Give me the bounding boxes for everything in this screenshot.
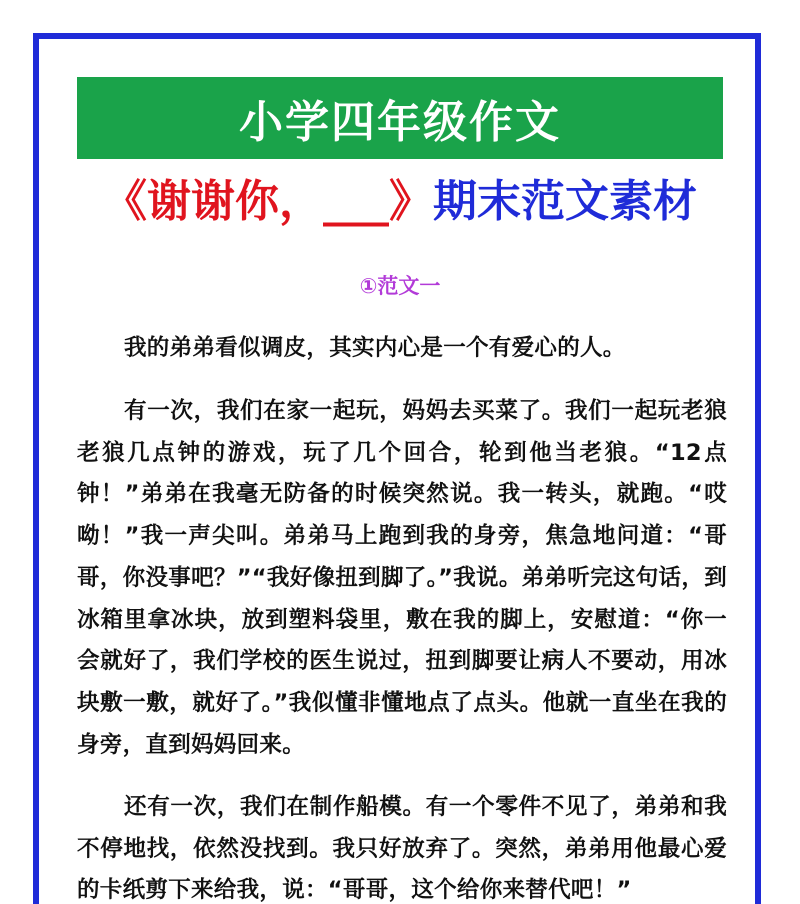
- paragraph-story-one: 有一次，我们在家一起玩，妈妈去买菜了。我们一起玩老狼老狼几点钟的游戏，玩了几个回合，轮到他当老狼。“12点钟！”弟弟在我毫无防备的时候突然说。我一转头，就跑。“哎呦！”我一声尖叫。弟弟马上跑到我的身旁，焦急地问道：“哥哥，你没事吧？”“我好像扭到脚了。”我说。弟弟听完这句话，到冰箱里拿冰块，放到塑料袋里，敷在我的脚上，安慰道：“你一会就好了，我们学校的医生说过，扭到脚要让病人不要动，用冰块敷一敷，就好了。”我似懂非懂地点了点头。他就一直坐在我的身旁，直到妈妈回来。: [77, 398, 727, 758]
- essay-subtitle: [60, 170, 740, 234]
- paragraph-story-two: 还有一次，我们在制作船模。有一个零件不见了，弟弟和我不停地找，依然没找到。我只好放弃了。突然，弟弟用他最心爱的卡纸剪下来给我，说：“哥哥，这个给你来替代吧！”: [77, 794, 727, 904]
- paragraph-intro: 我的弟弟看似调皮，其实内心是一个有爱心的人。: [124, 335, 626, 361]
- banner-title: 小学四年级作文: [239, 97, 561, 148]
- title-banner: [77, 77, 723, 159]
- subtitle-essay-name: 《谢谢你，___》: [103, 176, 433, 227]
- section-heading: ①范文一: [359, 274, 441, 298]
- subtitle-material-label: 期末范文素材: [433, 176, 697, 227]
